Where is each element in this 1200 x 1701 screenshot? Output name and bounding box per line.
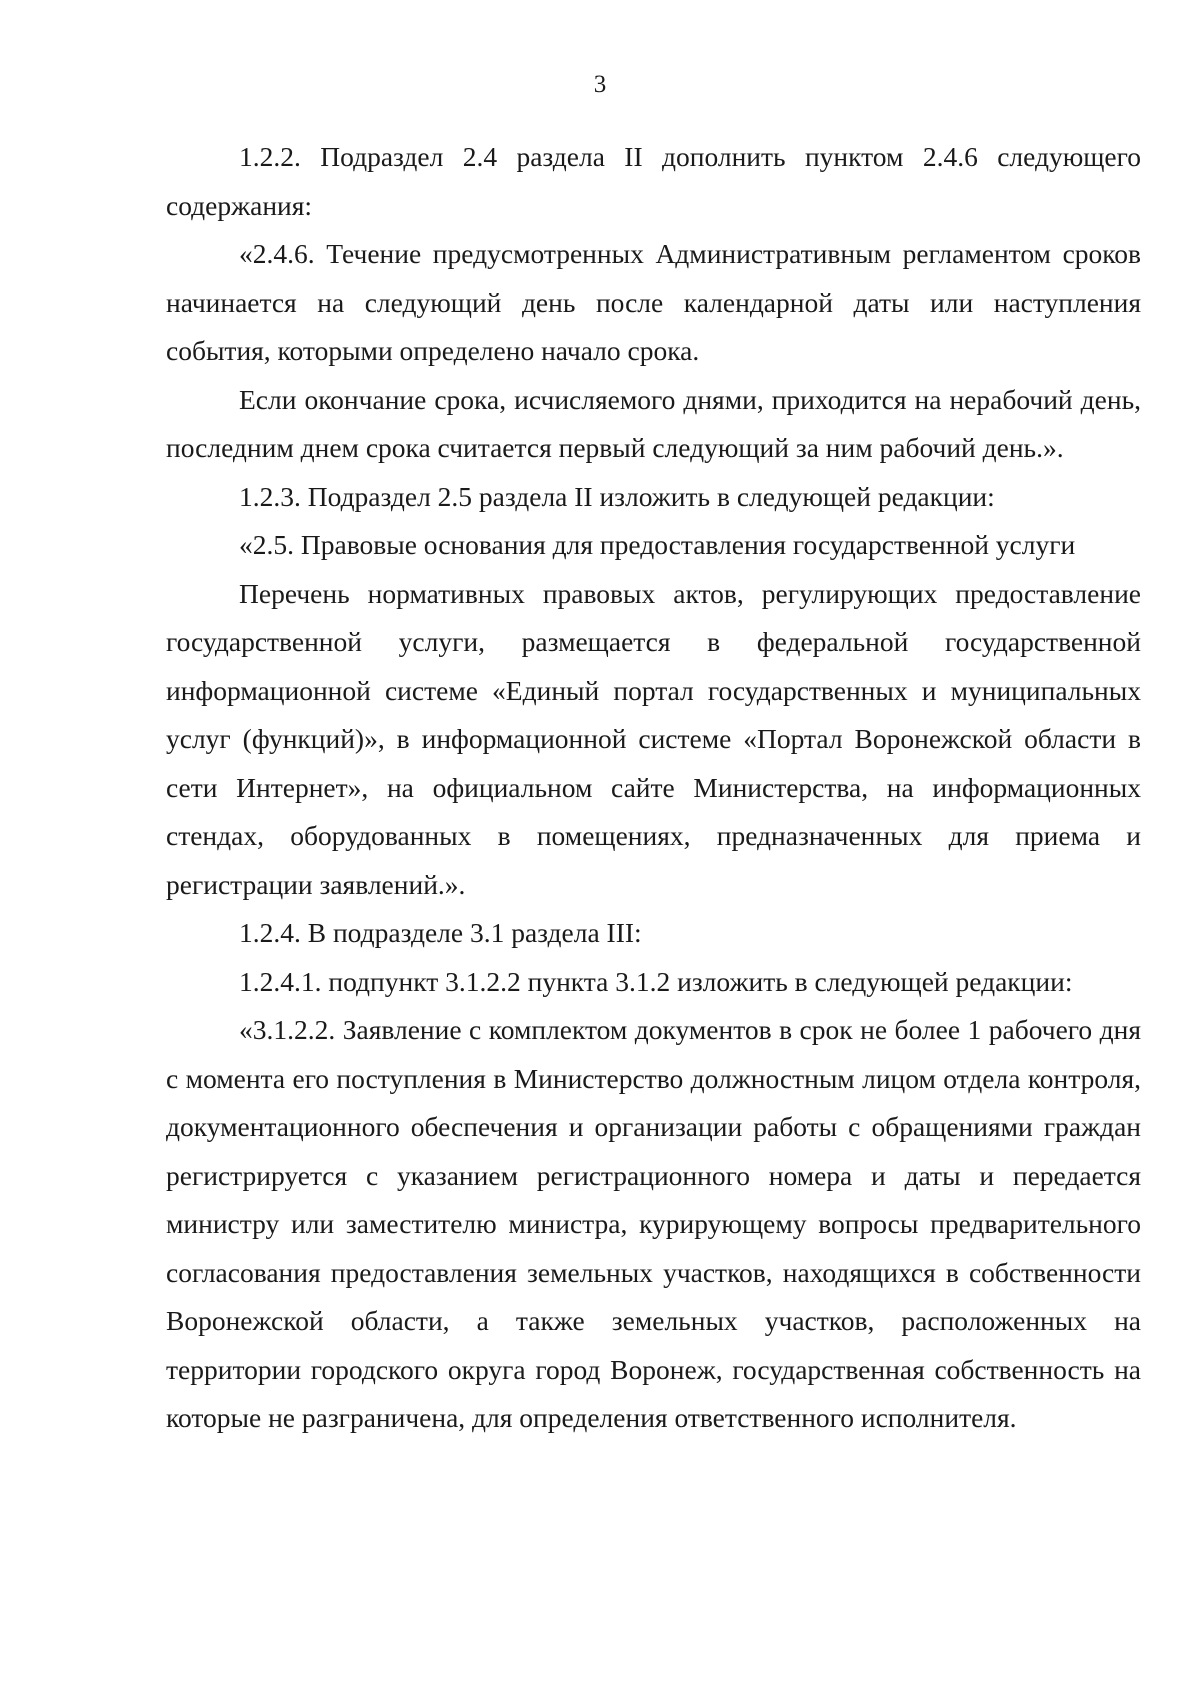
paragraph-1-2-3: 1.2.3. Подраздел 2.5 раздела II изложить в следующей редакции: (239, 480, 995, 512)
paragraph-3-1-2-2: «3.1.2.2. Заявление с комплектом документов в срок не более 1 рабочего дня с момента его поступления в Министерство должностным лицом отдела контроля, документационного обеспечения и организации работы с обращениями граждан регистрируется с указанием регистрационного номера и даты и передается министру или заместителю министра, курирующему вопросы предварительного согласования предоставления земельных участков, находящихся в собственности Воронежской области, а также земельных участков, расположенных на территории городского округа город Воронеж, государственная собственность на которые не разграничена, для определения ответственного исполнителя. (166, 1014, 1141, 1433)
paragraph-deadline-holiday: Если окончание срока, исчисляемого днями, приходится на нерабочий день, последним днем срока считается первый следующий за ним рабочий день.». (166, 383, 1141, 463)
document-body (166, 133, 1141, 1443)
paragraph-legal-acts-list: Перечень нормативных правовых актов, регулирующих предоставление государственной услуги, размещается в федеральной государственной информационной системе «Единый портал государственных и муниципальных услуг (функций)», в информационной системе «Портал Воронежской области в сети Интернет», на официальном сайте Министерства, на информационных стендах, оборудованных в помещениях, предназначенных для приема и регистрации заявлений.». (166, 577, 1141, 900)
paragraph-1-2-4: 1.2.4. В подразделе 3.1 раздела III: (239, 917, 642, 948)
page-number: 3 (593, 71, 607, 98)
paragraph-2-4-6: «2.4.6. Течение предусмотренных Административным регламентом сроков начинается на следующий день после календарной даты или наступления события, которыми определено начало срока. (166, 238, 1141, 366)
paragraph-1-2-4-1: 1.2.4.1. подпункт 3.1.2.2 пункта 3.1.2 изложить в следующей редакции: (239, 965, 1073, 997)
paragraph-2-5-heading: «2.5. Правовые основания для предоставления государственной услуги (239, 529, 1076, 560)
paragraph-1-2-2: 1.2.2. Подраздел 2.4 раздела II дополнить пунктом 2.4.6 следующего содержания: (166, 141, 1141, 221)
